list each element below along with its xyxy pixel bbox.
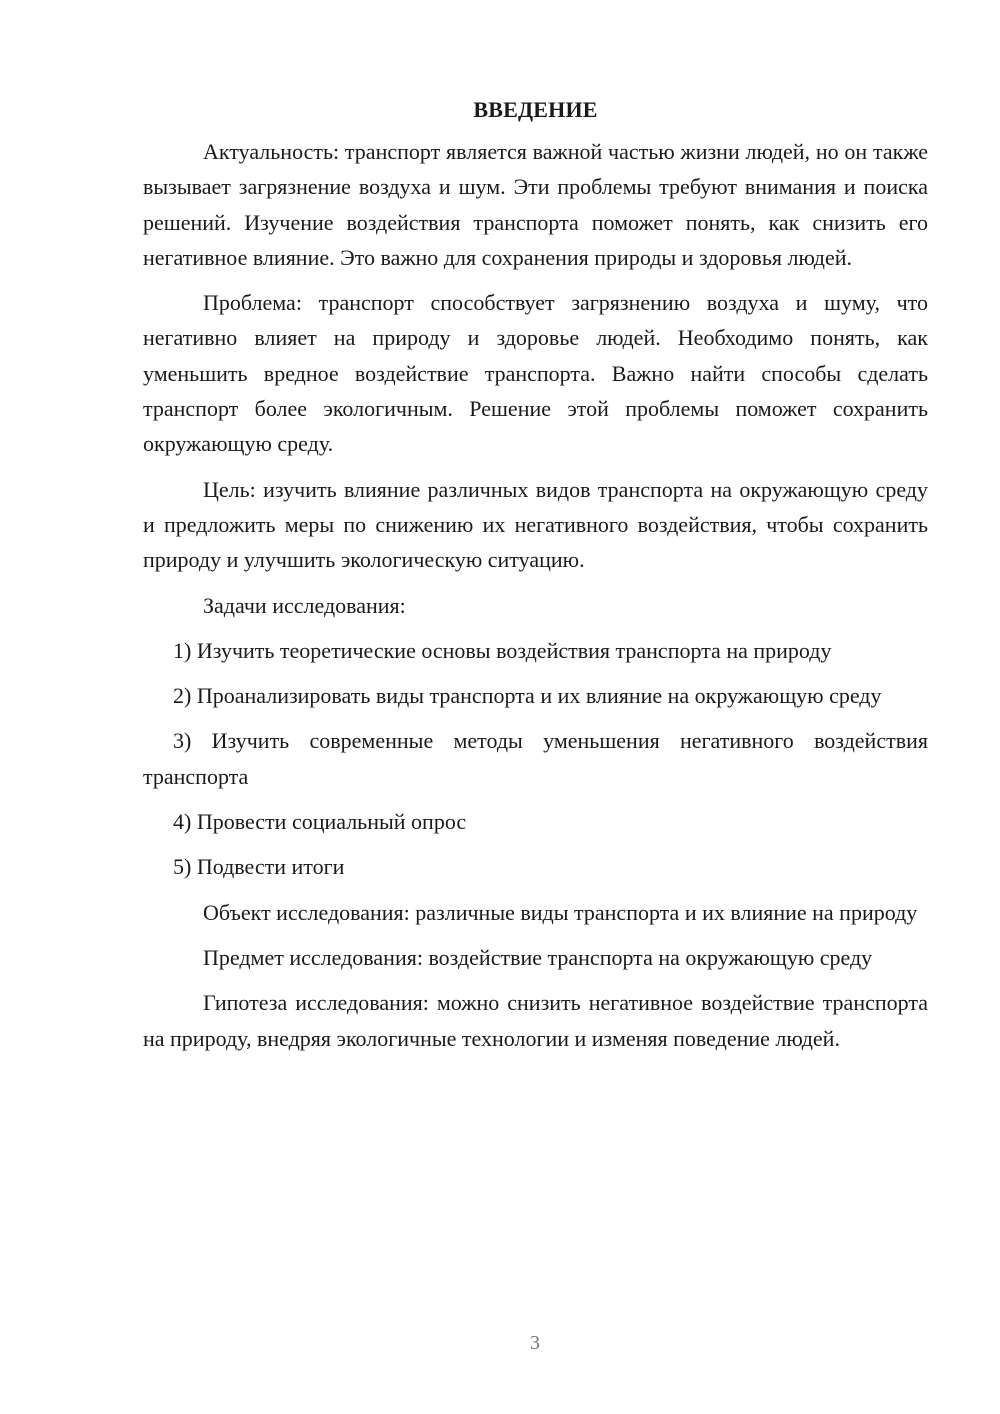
- goal-paragraph: Цель: изучить влияние различных видов транспорта на окружающую среду и предложить меры по снижению их негативного воздействия, чтобы сохранить природу и улучшить экологическую ситуацию.: [143, 476, 928, 573]
- section-heading: ВВЕДЕНИЕ: [473, 97, 598, 122]
- task-item: 1) Изучить теоретические основы воздействия транспорта на природу: [173, 637, 832, 663]
- relevance-paragraph: Актуальность: транспорт является важной частью жизни людей, но он также вызывает загрязнение воздуха и шум. Эти проблемы требуют внимания и поиска решений. Изучение воздействия транспорта поможет понять, как снизить его негативное влияние. Это важно для сохранения природы и здоровья людей.: [143, 139, 928, 270]
- task-item: 5) Подвести итоги: [173, 854, 345, 880]
- tasks-intro: Задачи исследования:: [203, 592, 406, 618]
- subject-paragraph: Предмет исследования: воздействие транспорта на окружающую среду: [203, 944, 873, 970]
- document-page: [143, 92, 928, 1056]
- hypothesis-paragraph: Гипотеза исследования: можно снизить негативное воздействие транспорта на природу, внедряя экологичные технологии и изменяя поведение людей.: [143, 990, 928, 1051]
- tasks-list: [143, 633, 928, 885]
- task-item: 2) Проанализировать виды транспорта и их влияние на окружающую среду: [173, 683, 882, 709]
- page-number: 3: [530, 1332, 540, 1354]
- task-item: 4) Провести социальный опрос: [173, 809, 467, 835]
- task-item: 3) Изучить современные методы уменьшения негативного воздействия транспорта: [143, 728, 928, 789]
- object-paragraph: Объект исследования: различные виды транспорта и их влияние на природу: [203, 899, 918, 925]
- problem-paragraph: Проблема: транспорт способствует загрязнению воздуха и шуму, что негативно влияет на природу и здоровье людей. Необходимо понять, как уменьшить вредное воздействие транспорта. Важно найти способы сделать транспорт более экологичным. Решение этой проблемы поможет сохранить окружающую среду.: [143, 290, 928, 457]
